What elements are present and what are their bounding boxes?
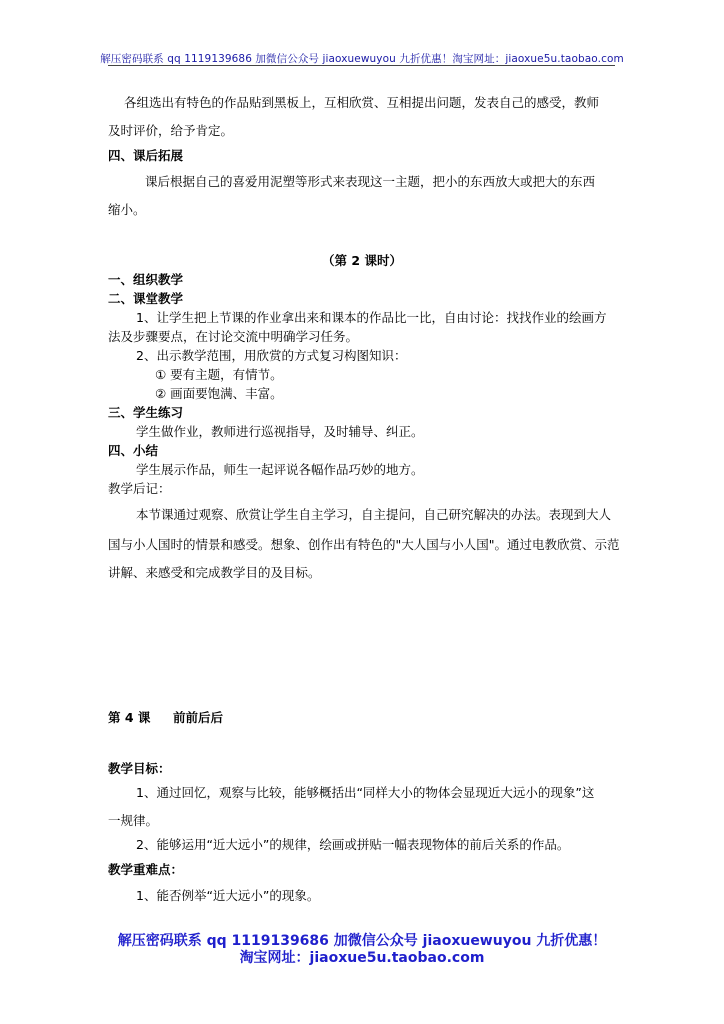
afterword-line1: 本节课通过观察、欣赏让学生自主学习，自主提问，自己研究解决的办法。表现到大人: [136, 507, 612, 522]
goal1-line2: 一规律。: [108, 813, 159, 828]
classroom-item1-line2: 法及步骤要点，在讨论交流中明确学习任务。: [108, 329, 359, 344]
lesson-2-heading: （第 2 课时）: [322, 253, 402, 268]
intro-paragraph-line1: 各组选出有特色的作品贴到黑板上，互相欣赏、互相提出问题，发表自己的感受，教师: [124, 95, 600, 110]
classroom-item2: 2、出示教学范围，用欣赏的方式复习构图知识：: [136, 348, 407, 363]
lesson-4-number: 第 4 课: [108, 710, 151, 725]
section-extension-heading: 四、课后拓展: [108, 148, 184, 163]
section-classroom-heading: 二、课堂教学: [108, 291, 184, 306]
composition-point1: ① 要有主题，有情节。: [155, 367, 283, 382]
key-points-label: 教学重难点：: [108, 862, 184, 877]
section-organize-heading: 一、组织教学: [108, 272, 184, 287]
section-practice-heading: 三、学生练习: [108, 405, 184, 420]
summary-paragraph: 学生展示作品，师生一起评说各幅作品巧妙的地方。: [136, 462, 424, 477]
extension-paragraph-line1: 课后根据自己的喜爱用泥塑等形式来表现这一主题，把小的东西放大或把大的东西: [145, 174, 596, 189]
extension-paragraph-line2: 缩小。: [108, 202, 146, 217]
goal2: 2、能够运用“近大远小”的规律，绘画或拼贴一幅表现物体的前后关系的作品。: [136, 837, 570, 852]
page-header: 解压密码联系 qq 1119139686 加微信公众号 jiaoxuewuyou 九折优惠！淘宝网址：jiaoxue5u.taobao.com: [100, 53, 624, 65]
afterword-line2: 国与小人国时的情景和感受。想象、创作出有特色的"大人国与小人国"。通过电教欣赏、示范: [108, 537, 620, 552]
page-footer-line2: 淘宝网址：jiaoxue5u.taobao.com: [239, 950, 485, 966]
goal1-line1: 1、通过回忆，观察与比较，能够概括出“同样大小的物体会显现近大远小的现象”这: [136, 785, 595, 800]
lesson-4-title: 前前后后: [173, 710, 224, 725]
section-summary-heading: 四、小结: [108, 443, 159, 458]
afterword-line3: 讲解、来感受和完成教学目的及目标。: [108, 565, 321, 580]
teaching-goals-label: 教学目标：: [108, 761, 171, 776]
afterword-label: 教学后记：: [108, 481, 171, 496]
classroom-item1-line1: 1、让学生把上节课的作业拿出来和课本的作品比一比，自由讨论：找找作业的绘画方: [136, 310, 607, 325]
composition-point2: ② 画面要饱满、丰富。: [155, 386, 283, 401]
intro-paragraph-line2: 及时评价，给予肯定。: [108, 123, 234, 138]
header-divider: [108, 65, 615, 66]
page-footer-line1: 解压密码联系 qq 1119139686 加微信公众号 jiaoxuewuyou 九折优惠！: [117, 933, 607, 949]
practice-paragraph: 学生做作业，教师进行巡视指导，及时辅导、纠正。: [136, 424, 424, 439]
key-point1: 1、能否例举“近大远小”的现象。: [136, 888, 320, 903]
